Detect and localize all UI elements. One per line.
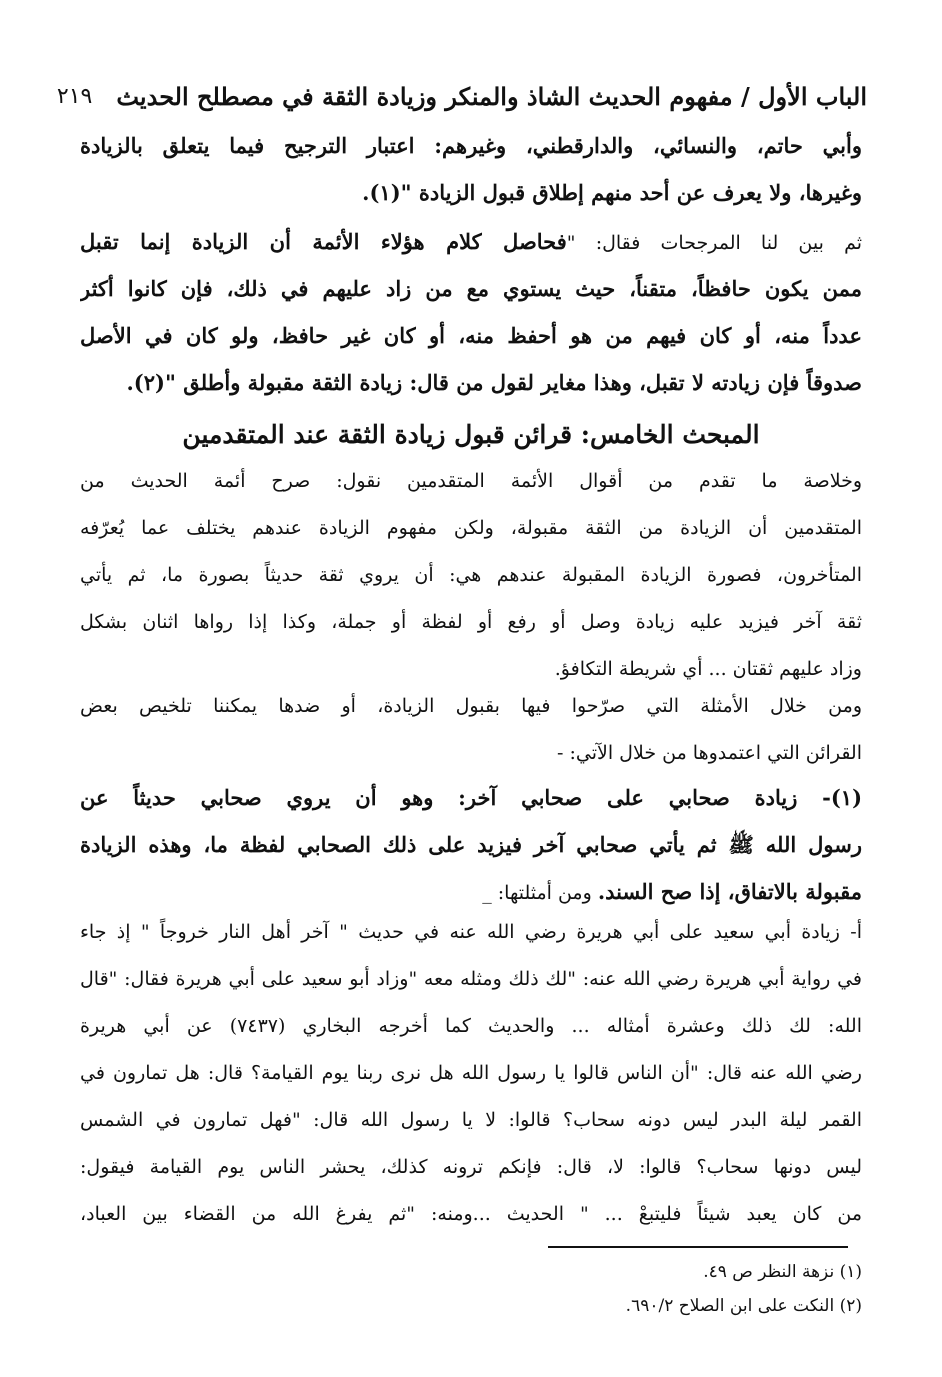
running-header [56,74,877,118]
paragraph-3 [80,458,862,693]
paragraph-line: رضي الله عنه قال: "أن الناس قالوا يا رسول الله هل نرى ربنا يوم القيامة؟ قال: هل تمارون في [80,1062,862,1084]
paragraph-intro: ثم بين لنا المرجحات فقال: " [566,232,862,254]
page-number: ٢١٩ [56,83,93,109]
paragraph-line: القمر ليلة البدر ليس دونه سحاب؟ قالوا: لا يا رسول الله قال: "فهل تمارون في الشمس [80,1109,862,1131]
paragraph-4 [80,683,862,777]
paragraph-line: الله: لك ذلك وعشرة أمثاله ... والحديث كما أخرجه البخاري (٧٤٣٧) عن أبي هريرة [80,1015,862,1037]
paragraph-line: وغيرها، ولا يعرف عن أحد منهم إطلاق قبول الزيادة "(١). [362,180,862,205]
paragraph-line: المتقدمين أن الزيادة من الثقة مقبولة، ولكن مفهوم الزيادة عندهم يختلف عما يُعرّفه [80,517,862,539]
paragraph-line: ممن يكون حافظاً، متقناً، حيث يستوي مع من زاد عليهم في ذلك، فإن كانوا أكثر [80,276,862,301]
paragraph-5 [80,774,862,915]
paragraph-6 [80,909,862,1238]
paragraph-line [80,868,862,915]
quote-text: فحاصل كلام هؤلاء الأئمة أن الزيادة إنما تقبل [80,229,567,254]
paragraph-line: وزاد عليهم ثقتان ... أي شريطة التكافؤ. [554,658,862,680]
examples-intro: ومن أمثلتها: _ [482,882,598,904]
paragraph-line: وخلاصة ما تقدم من أقوال الأئمة المتقدمين نقول: صرح أئمة الحديث من [80,470,862,492]
paragraph-line: ومن خلال الأمثلة التي صرّحوا فيها بقبول الزيادة، أو ضدها يمكننا تلخيص بعض [80,695,862,717]
paragraph-line: في رواية أبي هريرة رضي الله عنه: "لك ذلك ومثله معه "وزاد أبو سعيد على أبي هريرة فقال: "قال [80,968,862,990]
footnote-1: (١) نزهة النظر ص ٤٩. [703,1262,862,1282]
paragraph-line: ثقة آخر فيزيد عليه زيادة وصل أو رفع أو لفظة أو جملة، وكذا إذا رواها اثنان بشكل [80,611,862,633]
paragraph-2 [80,218,862,406]
running-header-title: الباب الأول / مفهوم الحديث الشاذ والمنكر وزيادة الثقة في مصطلح الحديث [116,81,867,111]
paragraph-line: (١)- زيادة صحابي على صحابي آخر: وهو أن يروي صحابي حديثاً عن [80,785,862,810]
section-heading: المبحث الخامس: قرائن قبول زيادة الثقة عند المتقدمين [182,420,760,449]
paragraph-line: من كان يعبد شيئاً فليتبعْ ... " الحديث ...ومنه: "ثم يفرغ الله من القضاء بين العباد، [80,1203,862,1225]
paragraph-line [80,218,862,265]
footnote-2: (٢) النكت على ابن الصلاح ٦٩٠/٢. [625,1296,862,1316]
rule-conclusion: مقبولة بالاتفاق، إذا صح السند. [597,879,862,904]
paragraph-line: رسول الله ﷺ ثم يأتي صحابي آخر فيزيد على ذلك الصحابي لفظة ما، وهذه الزيادة [80,832,862,857]
paragraph-1 [80,122,862,216]
paragraph-line: القرائن التي اعتمدوها من خلال الآتي: - [557,742,862,764]
paragraph-line: أ- زيادة أبي سعيد على أبي هريرة رضي الله عنه في حديث " آخر أهل النار خروجاً " إذ جاء [80,921,862,943]
paragraph-line: المتأخرون، فصورة الزيادة المقبولة عندهم هي: أن يروي ثقة حديثاً بصورة ما، ثم يأتي [80,564,862,586]
paragraph-line: وأبي حاتم، والنسائي، والدارقطني، وغيرهم: اعتبار الترجيح فيما يتعلق بالزيادة [80,133,862,158]
paragraph-line: ليس دونها سحاب؟ قالوا: لا، قال: فإنكم ترونه كذلك، يحشر الناس يوم القيامة فيقول: [80,1156,862,1178]
paragraph-line: عدداً منه، أو كان فيهم من هو أحفظ منه، أو كان غير حافظ، ولو كان في الأصل [80,323,862,348]
paragraph-line: صدوقاً فإن زيادته لا تقبل، وهذا مغاير لقول من قال: زيادة الثقة مقبولة وأطلق "(٢). [126,370,862,395]
footnote-separator [548,1246,848,1248]
